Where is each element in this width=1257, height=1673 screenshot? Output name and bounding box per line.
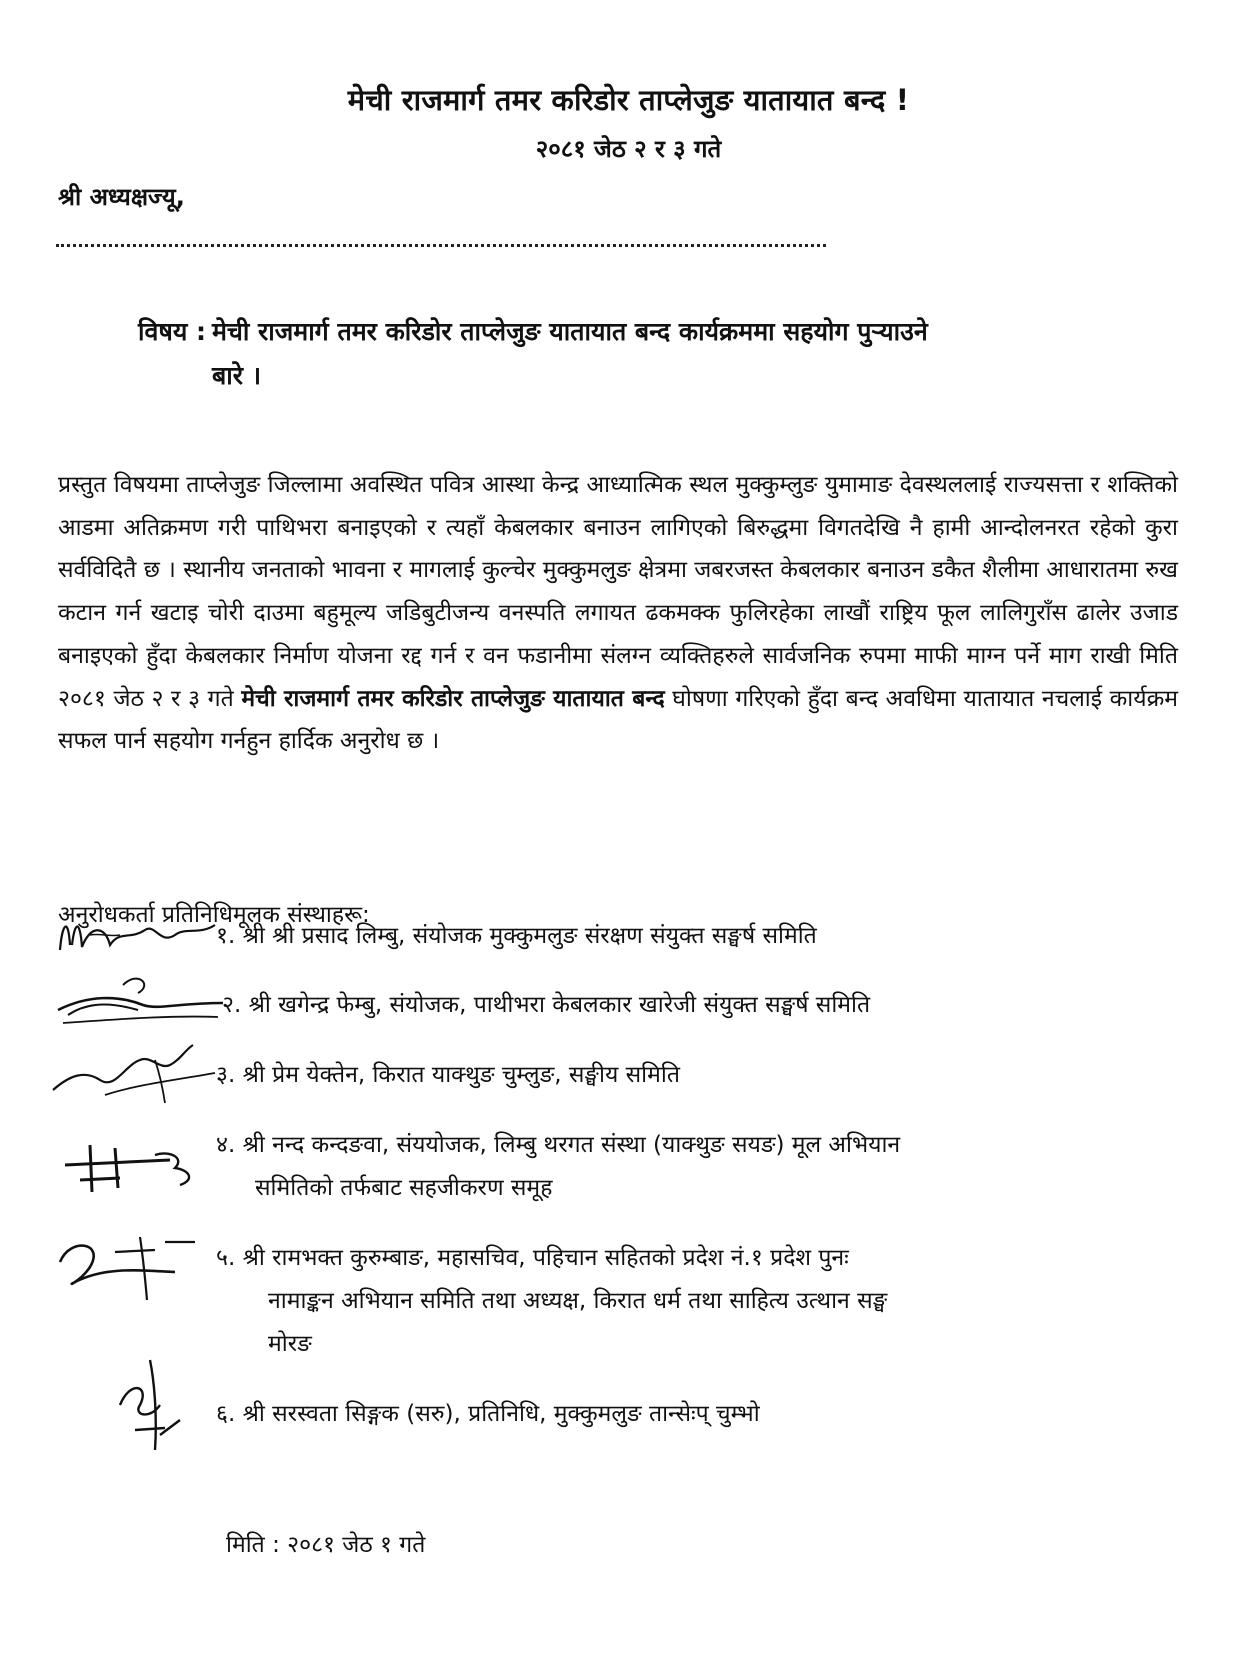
body-text-part1: प्रस्तुत विषयमा ताप्लेजुङ जिल्लामा अवस्थित पवित्र आस्था केन्द्र आध्यात्मिक स्थल मुक्कुम्लुङ युमामाङ देवस्थललाई राज्यसत्ता र शक्तिको आडमा अतिक्रमण गरी पाथिभरा बनाइएको र त्यहाँ केबलकार बनाउन लागिएको बिरुद्धमा विगतदेखि नै हामी आन्दोलनरत रहेको कुरा सर्वविदितै छ । स्थानीय जनताको भावना र मागलाई कुल्चेर मुक्कुमलुङ क्षेत्रमा जबरजस्त केबलकार बनाउन डकैत शैलीमा आधारातमा रुख कटान गर्न खटाइ चोरी दाउमा बहुमूल्य जडिबुटीजन्य वनस्पति लगायत ढकमक्क फुलिरहेका लाखौं राष्ट्रिय फूल लालिगुराँस ढालेर उजाड बनाइएको हुँदा केबलकार निर्माण योजना रद्द गर्न र वन फडानीमा संलग्न व्यक्तिहरुले सार्वजनिक रुपमा माफी माग्न पर्ने माग राखी मिति २०८१ जेठ २ र ३ गते [58,472,1178,712]
signature-4 [60,1130,210,1200]
subject-text: मेची राजमार्ग तमर करिडोर ताप्लेजुङ यातायात बन्द कार्यक्रममा सहयोग पुऱ्याउने [212,317,928,346]
signature-3 [45,1035,220,1110]
requester-5-text: ५. श्री रामभक्त कुरुम्बाङ, महासचिव, पहिचान सहितको प्रदेश नं.१ प्रदेश पुनः [216,1245,849,1271]
requester-2-text: २. श्री खगेन्द्र फेम्बु, संयोजक, पाथीभरा केबलकार खारेजी संयुक्त सङ्घर्ष समिति [222,992,871,1018]
subject-text-continued: बारे । [212,361,262,390]
letter-date: मिति : २०८१ जेठ १ गते [226,1532,426,1558]
signature-2 [48,965,228,1035]
salutation: श्री अध्यक्षज्यू, [58,183,185,211]
bandh-dates: २०८१ जेठ २ र ३ गते [535,135,722,163]
requester-6 [216,1393,760,1436]
body-text-part2: घोषणा गरिएको हुँदा बन्द अवधिमा यातायात नचलाई कार्यक्रम सफल पार्न सहयोग गर्नहुन हार्दिक अनुरोध छ । [58,685,1179,755]
page-title: मेची राजमार्ग तमर करिडोर ताप्लेजुङ यातायात बन्द ! [347,83,910,117]
requester-2 [222,984,870,1027]
requester-4 [216,1124,1121,1210]
signature-6 [105,1350,195,1460]
requester-4-text: ४. श्री नन्द कन्दङवा, संययोजक, लिम्बु थरगत संस्था (याक्थुङ सयङ) मूल अभियान [216,1132,901,1158]
subject-block [138,310,1148,398]
requester-5-text-continued-2: मोरङ [268,1331,312,1357]
body-paragraph [58,464,1178,763]
signature-5 [45,1222,220,1307]
requester-4-text-continued: समितिको तर्फबाट सहजीकरण समूह [255,1175,553,1201]
requesters-heading: अनुरोधकर्ता प्रतिनिधिमूलक संस्थाहरू: [58,902,370,928]
requester-6-text: ६. श्री सरस्वता सिङ्गक (सरु), प्रतिनिधि, मुक्कुमलुङ तान्सेःप् चुम्भो [216,1401,760,1427]
signature-1 [50,905,225,965]
requester-5 [216,1237,1121,1366]
requester-5-text-continued: नामाङ्कन अभियान समिति तथा अध्यक्ष, किरात धर्म तथा साहित्य उत्थान सङ्घ [268,1288,888,1314]
body-bold-phrase: मेची राजमार्ग तमर करिडोर ताप्लेजुङ यातायात बन्द [241,685,665,712]
requester-3 [216,1054,680,1097]
subject-label: विषय : [138,317,207,346]
dotted-address-line [56,244,826,247]
requester-1 [216,915,817,958]
requester-1-text: १. श्री श्री प्रसाद लिम्बु, संयोजक मुक्कुमलुङ संरक्षण संयुक्त सङ्घर्ष समिति [216,923,817,949]
requester-3-text: ३. श्री प्रेम येक्तेन, किरात याक्थुङ चुम्लुङ, सङ्घीय समिति [216,1062,680,1088]
